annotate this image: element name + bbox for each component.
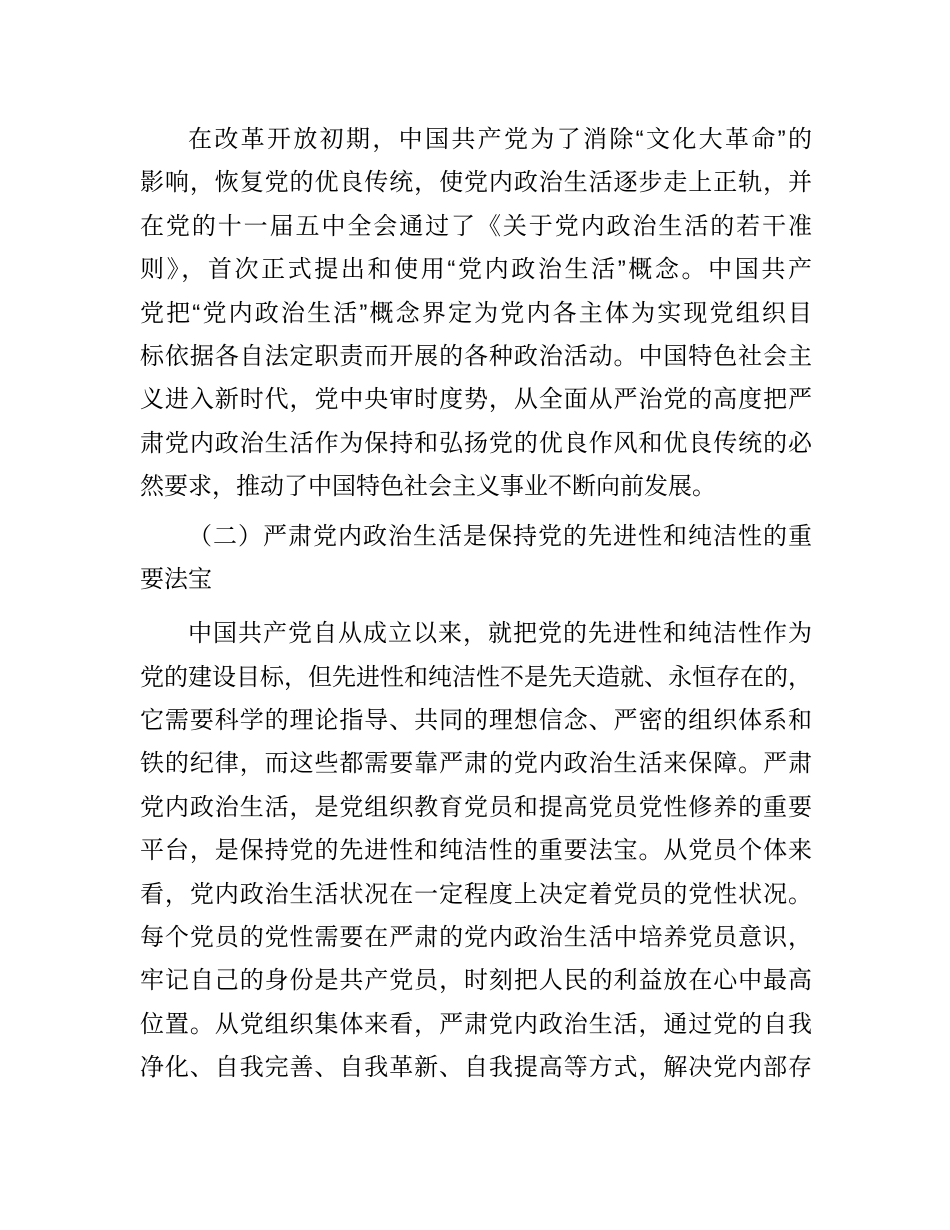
text-line: 位置。从党组织集体来看，严肃党内政治生活，通过党的自我 — [140, 1010, 812, 1038]
text-line: 影响，恢复党的优良传统，使党内政治生活逐步走上正轨，并 — [140, 169, 812, 197]
text-line: 看，党内政治生活状况在一定程度上决定着党员的党性状况。 — [140, 880, 812, 908]
text-line: 牢记自己的身份是共产党员，时刻把人民的利益放在心中最高 — [140, 967, 812, 995]
text-line: 党内政治生活，是党组织教育党员和提高党员党性修养的重要 — [140, 793, 812, 821]
text-line: 标依据各自法定职责而开展的各种政治活动。中国特色社会主 — [140, 342, 812, 370]
text-line: 铁的纪律，而这些都需要靠严肃的党内政治生活来保障。严肃 — [140, 750, 812, 778]
section-heading — [140, 515, 812, 602]
text-line: 平台，是保持党的先进性和纯洁性的重要法宝。从党员个体来 — [140, 837, 812, 865]
text-line: 党把“党内政治生活”概念界定为党内各主体为实现党组织目 — [140, 299, 812, 327]
text-line: 党的建设目标，但先进性和纯洁性不是先天造就、永恒存在的， — [140, 663, 812, 691]
text-line: 净化、自我完善、自我革新、自我提高等方式，解决党内部存 — [140, 1054, 812, 1082]
body-paragraph — [140, 118, 812, 509]
text-line: 肃党内政治生活作为保持和弘扬党的优良作风和优良传统的必 — [140, 429, 812, 457]
text-line: 在党的十一届五中全会通过了《关于党内政治生活的若干准 — [140, 212, 812, 240]
text-line: 则》，首次正式提出和使用“党内政治生活”概念。中国共产 — [140, 256, 812, 284]
text-line: 中国共产党自从成立以来，就把党的先进性和纯洁性作为 — [188, 620, 812, 648]
text-line: 每个党员的党性需要在严肃的党内政治生活中培养党员意识， — [140, 924, 812, 952]
heading-line: （二）严肃党内政治生活是保持党的先进性和纯洁性的重 — [188, 522, 812, 550]
text-line: 它需要科学的理论指导、共同的理想信念、严密的组织体系和 — [140, 707, 812, 735]
body-paragraph — [140, 612, 812, 1089]
text-line: 然要求，推动了中国特色社会主义事业不断向前发展。 — [140, 473, 716, 501]
document-body — [140, 118, 812, 1090]
text-line: 义进入新时代，党中央审时度势，从全面从严治党的高度把严 — [140, 386, 812, 414]
heading-line: 要法宝 — [140, 565, 212, 593]
text-line: 在改革开放初期，中国共产党为了消除“文化大革命”的 — [188, 126, 812, 153]
